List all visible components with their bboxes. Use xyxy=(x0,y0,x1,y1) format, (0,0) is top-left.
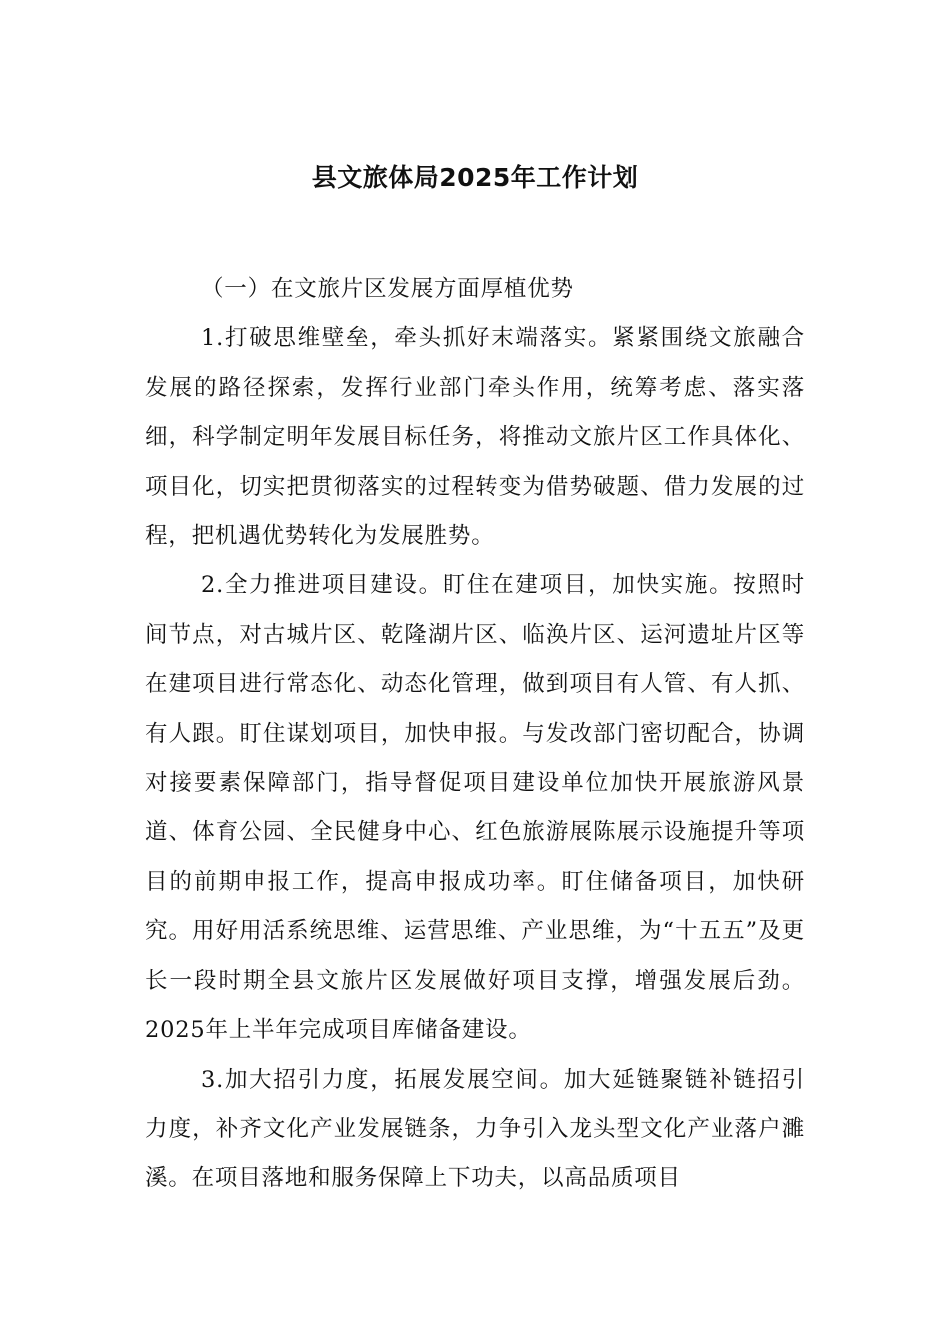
paragraph-2: 2.全力推进项目建设。盯住在建项目，加快实施。按照时间节点，对古城片区、乾隆湖片区、临涣片区、运河遗址片区等在建项目进行常态化、动态化管理，做到项目有人管、有人抓、有人跟。盯住谋划项目，加快申报。与发改部门密切配合，协调对接要素保障部门，指导督促项目建设单位加快开展旅游风景道、体育公园、全民健身中心、红色旅游展陈展示设施提升等项目的前期申报工作，提高申报成功率。盯住储备项目，加快研究。用好用活系统思维、运营思维、产业思维，为“十五五”及更长一段时期全县文旅片区发展做好项目支撑，增强发展后劲。2025年上半年完成项目库储备建设。 xyxy=(145,572,805,1044)
paragraph-1: 1.打破思维壁垒，牵头抓好末端落实。紧紧围绕文旅融合发展的路径探索，发挥行业部门牵头作用，统筹考虑、落实落细，科学制定明年发展目标任务，将推动文旅片区工作具体化、项目化，切实把贯彻落实的过程转变为借势破题、借力发展的过程，把机遇优势转化为发展胜势。 xyxy=(145,325,805,550)
paragraph-3: 3.加大招引力度，拓展发展空间。加大延链聚链补链招引力度，补齐文化产业发展链条，力争引入龙头型文化产业落户濉溪。在项目落地和服务保障上下功夫，以高品质项目 xyxy=(145,1066,805,1192)
page-title: 县文旅体局2025年工作计划 xyxy=(311,163,639,192)
document-body xyxy=(145,265,805,1204)
section-heading: （一）在文旅片区发展方面厚植优势 xyxy=(201,276,574,302)
